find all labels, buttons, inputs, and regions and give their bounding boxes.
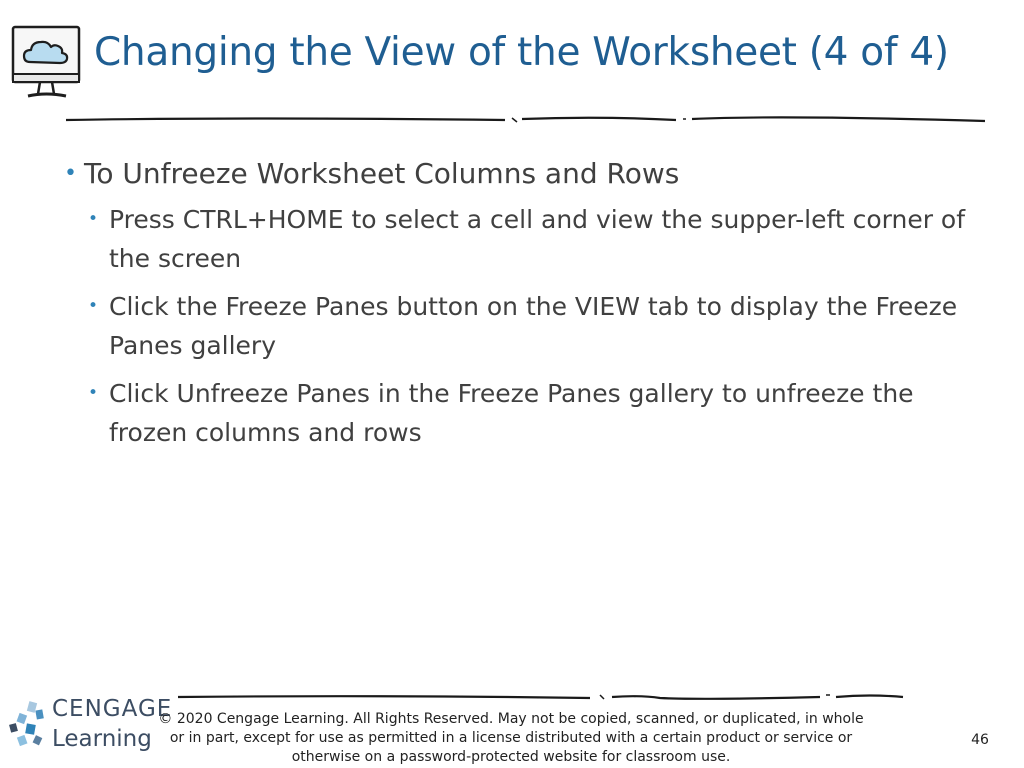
- bullet-dot: •: [88, 209, 99, 229]
- slide-title: Changing the View of the Worksheet (4 of 4): [94, 30, 949, 75]
- sub-bullet-text: Click Unfreeze Panes in the Freeze Panes gallery to unfreeze the frozen columns and rows: [109, 379, 914, 447]
- sub-bullet: [88, 374, 1004, 452]
- bullet-dot: •: [88, 296, 99, 316]
- sub-bullet: [88, 200, 1004, 278]
- sub-bullet: [88, 287, 1004, 365]
- cengage-logo-mark-icon: [6, 700, 50, 752]
- logo-text-cengage: CENGAGE: [52, 696, 173, 722]
- sub-bullet-text: Click the Freeze Panes button on the VIEW tab to display the Freeze Panes gallery: [109, 292, 958, 360]
- bullet-dot: •: [64, 161, 77, 186]
- copyright-notice: © 2020 Cengage Learning. All Rights Reserved. May not be copied, scanned, or duplicated, in whole or in part, except for use as permitted in a license distributed with a certain product or service or otherwise on a password-protected website for classroom use.: [158, 711, 864, 765]
- cengage-logo: [6, 696, 173, 758]
- title-divider: [0, 112, 1024, 128]
- monitor-cloud-icon: [10, 24, 82, 102]
- bullet-heading-text: To Unfreeze Worksheet Columns and Rows: [84, 157, 680, 190]
- logo-text-learning: Learning: [52, 726, 152, 752]
- page-number: 46: [971, 732, 989, 748]
- slide-content: [64, 152, 1004, 461]
- bullet-dot: •: [88, 383, 99, 403]
- sub-bullet-text: Press CTRL+HOME to select a cell and view the supper-left corner of the screen: [109, 205, 966, 273]
- bullet-heading: [64, 152, 1004, 196]
